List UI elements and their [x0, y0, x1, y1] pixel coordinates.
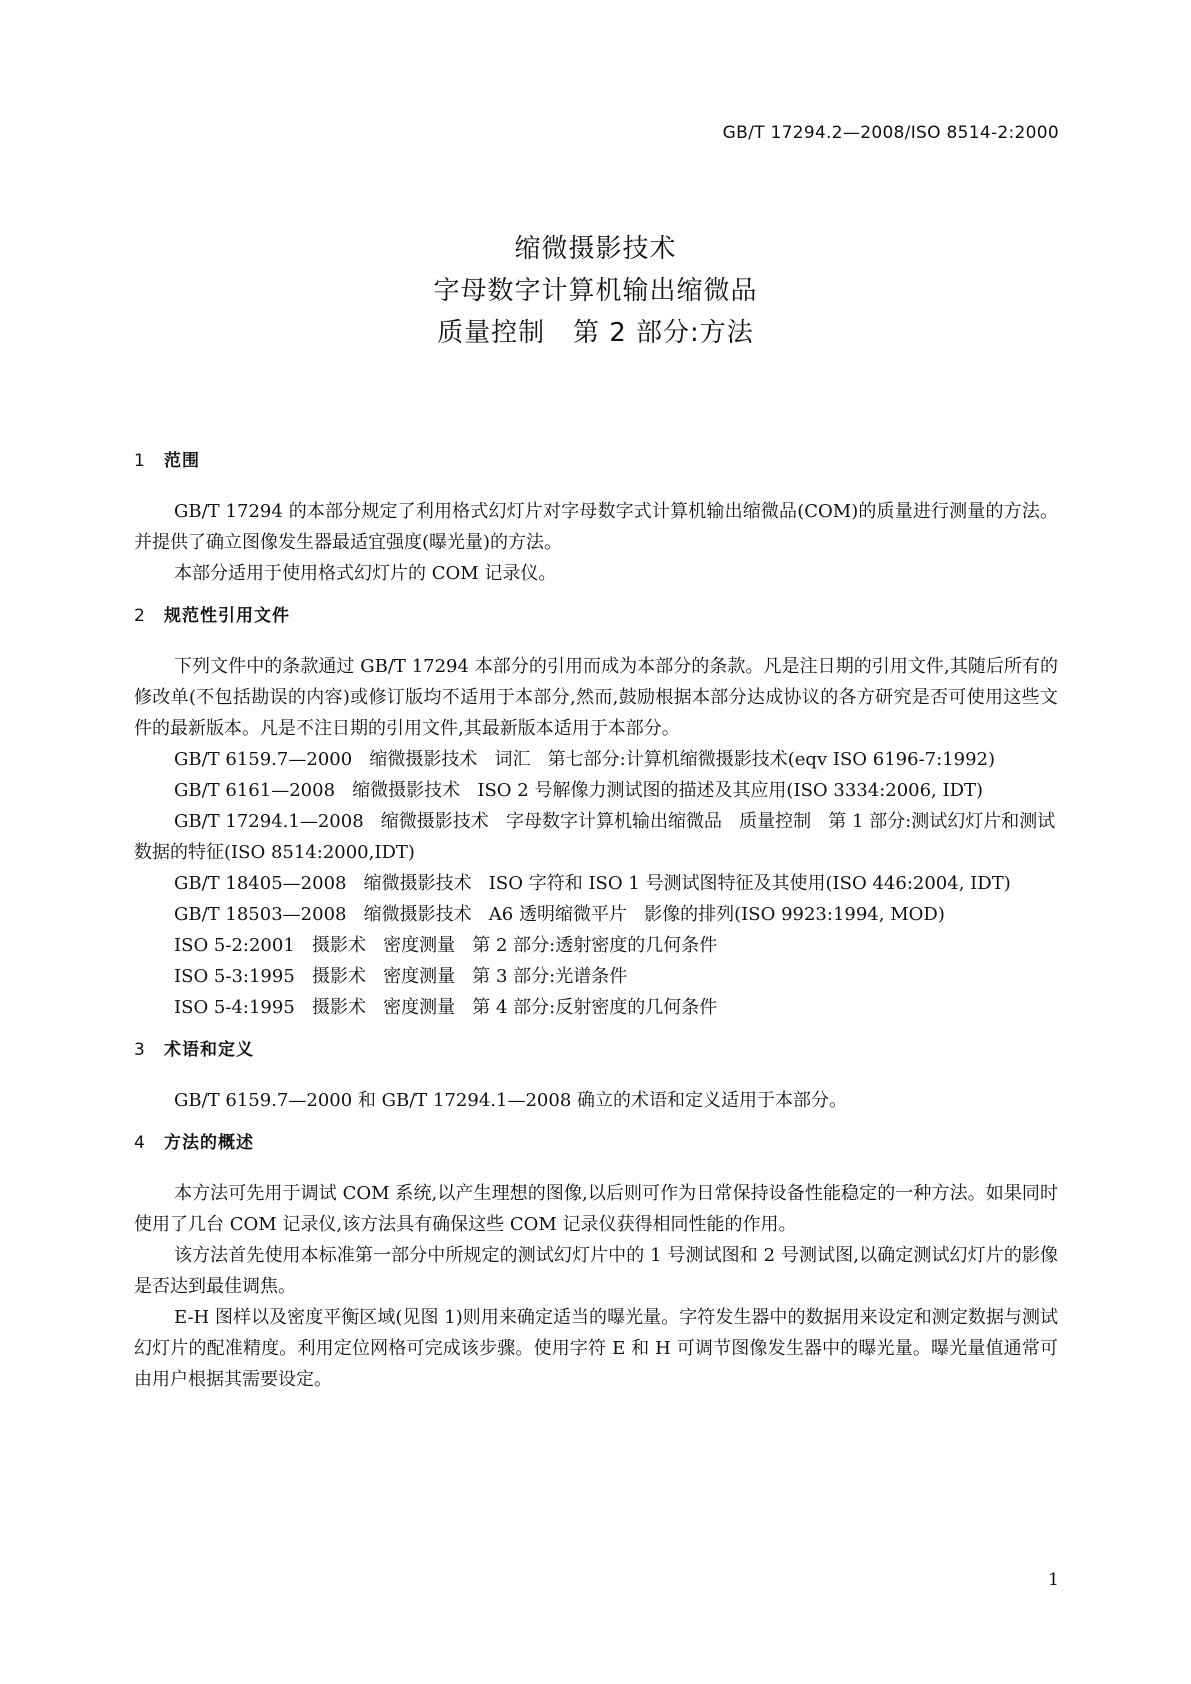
section-terms-definitions	[134, 1037, 1058, 1116]
section-normative-references	[134, 603, 1058, 1023]
paragraph: 本部分适用于使用格式幻灯片的 COM 记录仪。	[174, 563, 557, 584]
section-number: 1	[134, 451, 146, 471]
reference-item: GB/T 18503—2008 缩微摄影技术 A6 透明缩微平片 影像的排列(ISO 9923:1994, MOD)	[174, 904, 945, 925]
section-title: 术语和定义	[164, 1040, 254, 1060]
section-method-overview	[134, 1130, 1058, 1395]
reference-item: GB/T 18405—2008 缩微摄影技术 ISO 字符和 ISO 1 号测试图特征及其使用(ISO 446:2004, IDT)	[174, 873, 1011, 894]
section-heading	[134, 1037, 1058, 1063]
paragraph: E-H 图样以及密度平衡区域(见图 1)则用来确定适当的曝光量。字符发生器中的数据用来设定和测定数据与测试幻灯片的配准精度。利用定位网格可完成该步骤。使用字符 E 和 H 可调节图像发生器中的曝光量。曝光量值通常可由用户根据其需要设定。	[134, 1307, 1058, 1390]
section-number: 4	[134, 1133, 146, 1153]
reference-item: ISO 5-4:1995 摄影术 密度测量 第 4 部分:反射密度的几何条件	[174, 997, 718, 1018]
document-title	[0, 228, 1191, 354]
reference-item: GB/T 6161—2008 缩微摄影技术 ISO 2 号解像力测试图的描述及其应用(ISO 3334:2006, IDT)	[174, 780, 984, 801]
standard-code: GB/T 17294.2—2008/ISO 8514-2:2000	[722, 123, 1059, 143]
reference-item: GB/T 17294.1—2008 缩微摄影技术 字母数字计算机输出缩微品 质量控制 第 1 部分:测试幻灯片和测试数据的特征(ISO 8514:2000,IDT)	[134, 811, 1056, 863]
section-title: 规范性引用文件	[164, 606, 290, 626]
paragraph: 该方法首先使用本标准第一部分中所规定的测试幻灯片中的 1 号测试图和 2 号测试图,以确定测试幻灯片的影像是否达到最佳调焦。	[134, 1245, 1058, 1297]
section-number: 3	[134, 1040, 146, 1060]
section-title: 范围	[164, 451, 200, 471]
title-line-2: 字母数字计算机输出缩微品	[433, 276, 758, 306]
section-scope	[134, 448, 1058, 589]
section-heading	[134, 1130, 1058, 1156]
paragraph: 下列文件中的条款通过 GB/T 17294 本部分的引用而成为本部分的条款。凡是注日期的引用文件,其随后所有的修改单(不包括勘误的内容)或修订版均不适用于本部分,然而,鼓励根据本部分达成协议的各方研究是否可使用这些文件的最新版本。凡是不注日期的引用文件,其最新版本适用于本部分。	[134, 656, 1058, 739]
section-heading	[134, 603, 1058, 629]
document-body	[134, 448, 1058, 1409]
paragraph: GB/T 6159.7—2000 和 GB/T 17294.1—2008 确立的术语和定义适用于本部分。	[174, 1090, 847, 1111]
paragraph: 本方法可先用于调试 COM 系统,以产生理想的图像,以后则可作为日常保持设备性能稳定的一种方法。如果同时使用了几台 COM 记录仪,该方法具有确保这些 COM 记录仪获得相同性能的作用。	[134, 1183, 1058, 1235]
section-title: 方法的概述	[164, 1133, 254, 1153]
title-line-3: 质量控制 第 2 部分:方法	[437, 318, 754, 348]
section-number: 2	[134, 606, 146, 626]
title-line-1: 缩微摄影技术	[514, 234, 677, 264]
reference-item: ISO 5-3:1995 摄影术 密度测量 第 3 部分:光谱条件	[174, 966, 628, 987]
section-heading	[134, 448, 1058, 474]
reference-item: GB/T 6159.7—2000 缩微摄影技术 词汇 第七部分:计算机缩微摄影技术(eqv ISO 6196-7:1992)	[174, 749, 995, 770]
page-number: 1	[1048, 1570, 1059, 1590]
paragraph: GB/T 17294 的本部分规定了利用格式幻灯片对字母数字式计算机输出缩微品(COM)的质量进行测量的方法。并提供了确立图像发生器最适宜强度(曝光量)的方法。	[134, 501, 1058, 553]
reference-item: ISO 5-2:2001 摄影术 密度测量 第 2 部分:透射密度的几何条件	[174, 935, 718, 956]
